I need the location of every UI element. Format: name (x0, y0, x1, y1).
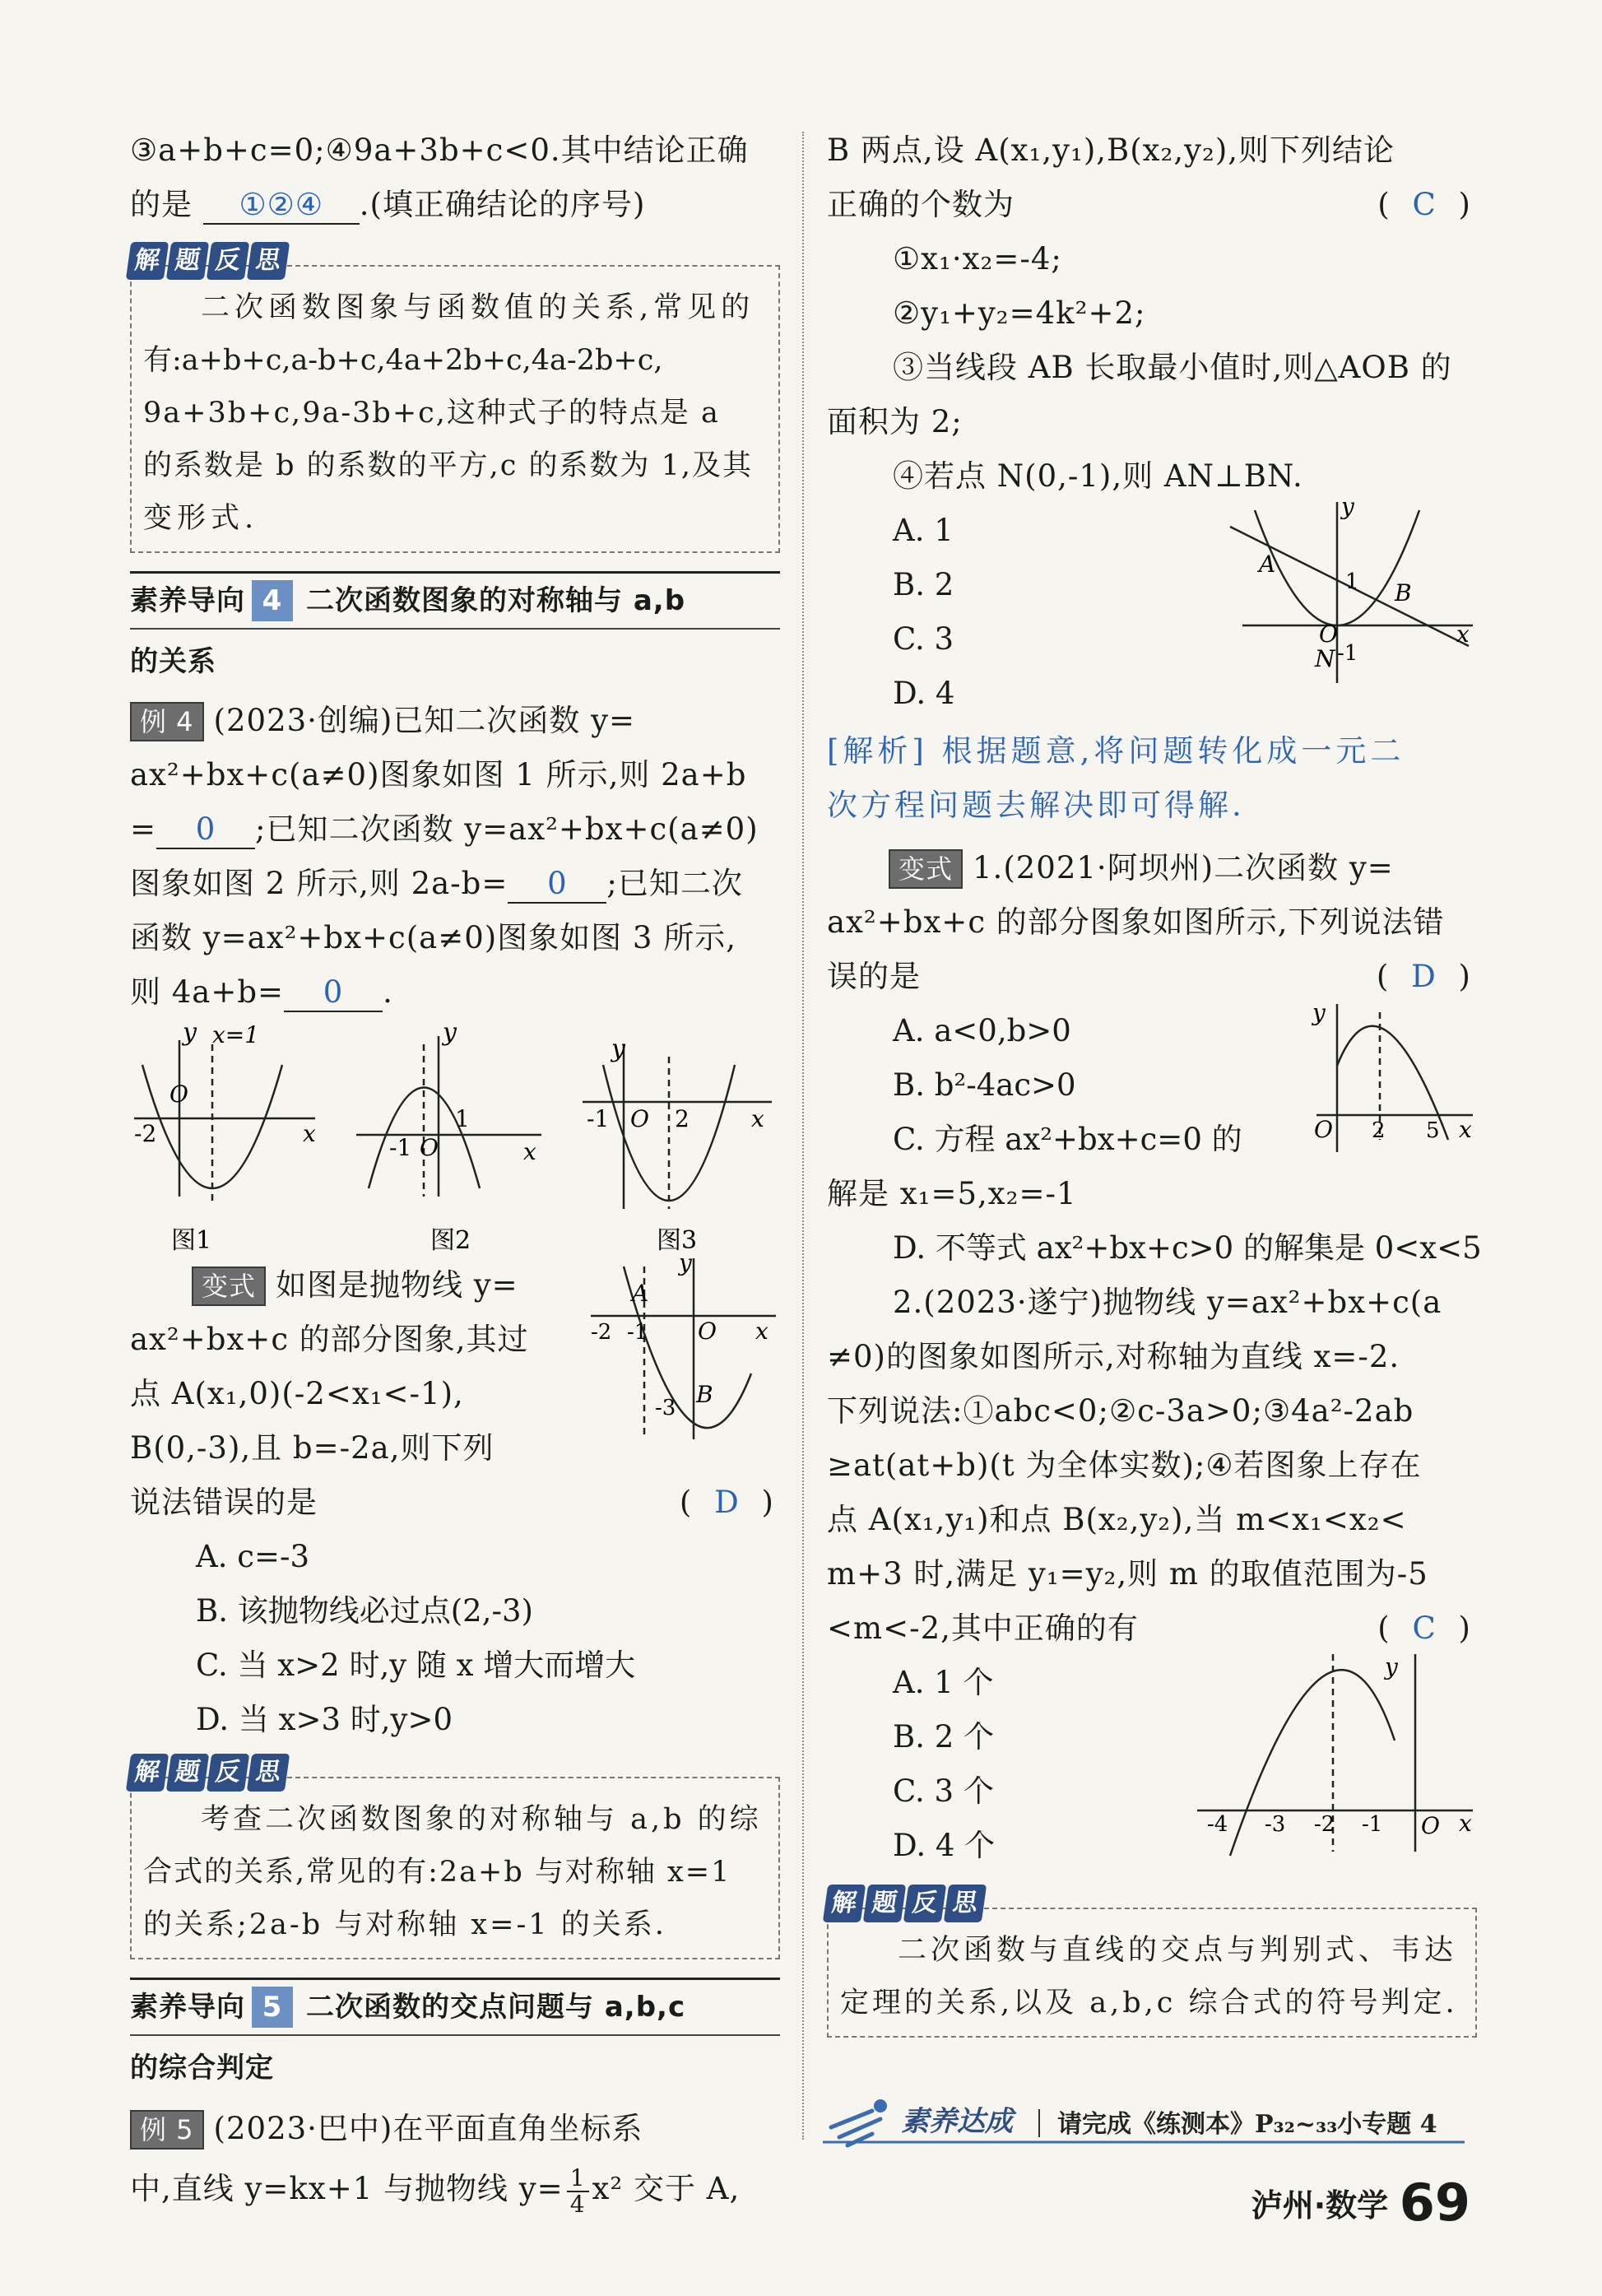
ex4-text: ;已知二次 (606, 866, 743, 901)
variation-figure (591, 1250, 780, 1448)
section-title: 二次函数图象的对称轴与 a,b (306, 584, 686, 617)
reflection-label (128, 1754, 287, 1792)
label-char: 题 (863, 1885, 906, 1922)
v2-line-1: 2.(2023·遂宁)抛物线 y=ax²+bx+c(a (893, 1285, 1442, 1320)
reflect2-line: 的关系;2a-b 与对称轴 x=-1 的关系. (143, 1908, 666, 1941)
reflect1-line: 二次函数图象与函数值的关系,常见的 (201, 291, 755, 324)
runner-icon (831, 2111, 880, 2145)
fig1-neg2: -2 (134, 1120, 157, 1147)
right-line-2 (827, 178, 1477, 232)
v1-y-label: y (1312, 999, 1326, 1026)
reflection-box-1 (130, 246, 780, 553)
runner-head-icon (874, 2099, 887, 2112)
v2-line-3: 下列说法:①abc<0;②c-3a>0;③4a²-2ab (827, 1393, 1414, 1429)
v2-origin: O (1421, 1812, 1440, 1839)
ex4-answer-3: 0 (284, 974, 383, 1012)
v2-neg1: -1 (1362, 1812, 1383, 1837)
ex5-text: (2023·巴中)在平面直角坐标系 (213, 2111, 643, 2146)
example-4-line-5: 函数 y=ax²+bx+c(a≠0)图象如图 3 所示, (130, 920, 736, 955)
v2-options (827, 1653, 1477, 1873)
ex5-neg1-label: -1 (1337, 641, 1358, 666)
v1-figure (1304, 996, 1477, 1160)
section-5-header (130, 1978, 780, 2036)
reflect3-line: 定理的关系,以及 a,b,c 综合式的符号判定. (840, 1987, 1458, 2019)
section-4-title (130, 574, 780, 628)
var-neg3: -3 (655, 1396, 676, 1420)
variation-option-a: A. c=-3 (196, 1539, 310, 1574)
var-neg1: -1 (627, 1320, 648, 1345)
section-4-header (130, 571, 780, 630)
v2-neg3: -3 (1265, 1812, 1286, 1837)
section-5-title (130, 1980, 780, 2034)
example-4-line-6 (130, 965, 780, 1020)
fig3-pos2: 2 (675, 1105, 690, 1132)
v1-x-label: x (1459, 1116, 1472, 1143)
reflect1-line: 9a+3b+c,9a-3b+c,这种式子的特点是 a (143, 397, 720, 430)
variation-answer: ( D ) (679, 1485, 780, 1520)
section-prefix: 素养导向 (130, 1991, 245, 2024)
reflect1-line: 有:a+b+c,a-b+c,4a+2b+c,4a-2b+c, (143, 344, 663, 377)
ex5-y-label: y (1341, 494, 1354, 520)
reflect2-line: 合式的关系,常见的有:2a+b 与对称轴 x=1 (143, 1856, 731, 1889)
footer-text: 请完成《练测本》P₃₂~₃₃小专题 4 (1057, 2110, 1437, 2139)
fig3-origin: O (630, 1105, 649, 1132)
label-char: 解 (126, 1754, 169, 1792)
label-char: 思 (247, 1754, 290, 1792)
fig2-x-label: x (523, 1138, 536, 1165)
ex5-text: x² 交于 A, (592, 2171, 741, 2206)
var-y-label: y (679, 1250, 692, 1276)
page-footer (1251, 2173, 1470, 2233)
label-char: 反 (207, 1754, 249, 1792)
fig3-y-label: y (611, 1034, 625, 1063)
var-B-label: B (696, 1381, 713, 1408)
v2-option-d: D. 4 个 (893, 1828, 996, 1863)
section-4-title-cont: 的关系 (130, 645, 216, 678)
v1-line-1 (827, 841, 1477, 895)
variation-block (130, 1250, 780, 1530)
v2-line-6: m+3 时,满足 y₁=y₂,则 m 的取值范围为-5 (827, 1556, 1428, 1592)
page-number: 69 (1399, 2173, 1470, 2233)
variation-option-b: B. 该抛物线必过点(2,-3) (196, 1593, 533, 1629)
v2-neg4: -4 (1207, 1812, 1228, 1837)
analysis-line-2: 次方程问题去解决即可得解. (827, 788, 1245, 823)
v1-option-b: B. b²-4ac>0 (893, 1067, 1076, 1103)
section-prefix: 素养导向 (130, 584, 245, 617)
fig3-neg1: -1 (587, 1105, 610, 1132)
reflection-box-3 (827, 1889, 1477, 2038)
example-4-line-4 (130, 857, 780, 911)
example-4-line-1 (130, 694, 780, 748)
ex5-A-label: A (1259, 551, 1276, 578)
v1-option-c: C. 方程 ax²+bx+c=0 的 (893, 1122, 1242, 1157)
v2-line-4: ≥at(at+b)(t 为全体实数);④若图象上存在 (827, 1448, 1422, 1483)
answer-letter: C (1412, 1610, 1442, 1646)
example-5-line-2 (130, 2156, 780, 2222)
r-text: 正确的个数为 (827, 187, 1015, 222)
fig1-origin: O (169, 1081, 188, 1108)
var-origin: O (698, 1318, 717, 1345)
statement-3: ③当线段 AB 长取最小值时,则△AOB 的 (893, 350, 1452, 385)
var-text: 说法错误的是 (130, 1485, 318, 1520)
v1-answer: ( D ) (1376, 959, 1477, 994)
label-char: 解 (823, 1885, 866, 1922)
ex5-B-label: B (1395, 579, 1412, 607)
ex5-x-label: x (1456, 620, 1470, 648)
v1-option-d: D. 不等式 ax²+bx+c>0 的解集是 0<x<5 (893, 1230, 1482, 1266)
ex4-text: . (383, 974, 393, 1010)
section-number: 5 (252, 1987, 293, 2028)
example-4-line-3 (130, 802, 780, 857)
ex4-text: ;已知二次函数 y=ax²+bx+c(a≠0) (255, 811, 759, 847)
figure-2 (356, 1036, 541, 1197)
example-4-figures (130, 1020, 780, 1258)
v2-y-label: y (1385, 1653, 1398, 1680)
var-A-label: A (632, 1280, 649, 1307)
variation-line-3: 点 A(x₁,0)(-2<x₁<-1), (130, 1376, 464, 1411)
v2-answer: ( C ) (1377, 1610, 1477, 1646)
fig2-y-label: y (443, 1020, 457, 1047)
var-text: 如图是抛物线 y= (276, 1267, 518, 1303)
example-4-line-2: ax²+bx+c(a≠0)图象如图 1 所示,则 2a+b (130, 757, 747, 792)
v2-neg2: -2 (1314, 1812, 1335, 1837)
fig1-y-label: y (183, 1020, 197, 1047)
label-char: 反 (903, 1885, 946, 1922)
section-5-title-cont: 的综合判定 (130, 2052, 274, 2085)
fig2-origin: O (420, 1134, 439, 1161)
right-line-1: B 两点,设 A(x₁,y₁),B(x₂,y₂),则下列结论 (827, 132, 1395, 168)
fig1-caption: 图1 (171, 1226, 212, 1255)
v1-option-a: A. a<0,b>0 (893, 1013, 1071, 1048)
intro-answer: ①②④ (203, 187, 360, 225)
v1-option-c-cont: 解是 x₁=5,x₂=-1 (827, 1176, 1077, 1211)
intro-text-a: 的是 (130, 187, 193, 222)
v1-text: 1.(2021·阿坝州)二次函数 y= (973, 850, 1394, 885)
page-label: 泸州·数学 (1251, 2187, 1389, 2224)
variation-tag: 变式 (192, 1267, 266, 1306)
v1-five-label: 5 (1426, 1118, 1440, 1143)
ex5-text: 中,直线 y=kx+1 与抛物线 y= (130, 2171, 564, 2206)
v1-two-label: 2 (1372, 1118, 1386, 1143)
statement-2: ②y₁+y₂=4k²+2; (893, 295, 1146, 331)
section-number: 4 (252, 580, 293, 621)
v1-line-2: ax²+bx+c 的部分图象如图所示,下列说法错 (827, 904, 1445, 940)
example-5-figure (1214, 494, 1477, 691)
v1-options (827, 999, 1477, 1167)
var-neg2: -2 (591, 1320, 612, 1345)
fig3-x-label: x (751, 1105, 764, 1132)
variation-line-2: ax²+bx+c 的部分图象,其过 (130, 1322, 529, 1357)
reflection-label (825, 1885, 984, 1922)
fig2-neg1: -1 (389, 1134, 412, 1161)
ex5-option-b: B. 2 (893, 567, 954, 602)
variation-option-c: C. 当 x>2 时,y 随 x 增大而增大 (196, 1648, 636, 1683)
label-char: 题 (166, 242, 209, 280)
v2-option-c: C. 3 个 (893, 1773, 994, 1809)
example-5-tag: 例 5 (130, 2110, 204, 2150)
label-char: 解 (126, 242, 169, 280)
intro-line-2 (130, 178, 780, 232)
fraction-denominator: 4 (569, 2190, 586, 2218)
label-char: 思 (247, 242, 290, 280)
var-x-label: x (755, 1318, 768, 1345)
ex5-option-a: A. 1 (893, 513, 954, 548)
answer-letter: D (1411, 959, 1442, 994)
fraction-numerator: 1 (567, 2166, 589, 2192)
example-5-answer: ( C ) (1377, 187, 1477, 222)
ex5-one-label: 1 (1345, 569, 1359, 594)
v2-line-5: 点 A(x₁,y₁)和点 B(x₂,y₂),当 m<x₁<x₂< (827, 1502, 1407, 1537)
ex5-N-label: N (1315, 645, 1335, 672)
footer-banner (823, 2094, 1473, 2152)
ex5-option-d: D. 4 (893, 676, 955, 711)
reflection-label (128, 242, 287, 280)
fig1-x-label: x (303, 1120, 316, 1147)
v1-text: 误的是 (827, 959, 921, 994)
statement-3-cont: 面积为 2; (827, 404, 963, 439)
fig1-axis-label: x=1 (212, 1021, 260, 1048)
ex5-option-c: C. 3 (893, 621, 954, 657)
intro-line-1: ③a+b+c=0;④9a+3b+c<0.其中结论正确 (130, 132, 749, 168)
ex4-text: 图象如图 2 所示,则 2a-b= (130, 866, 508, 901)
v2-option-b: B. 2 个 (893, 1719, 995, 1755)
ex4-answer-1: 0 (156, 811, 255, 849)
figure-1 (134, 1040, 315, 1205)
fraction-one-quarter (567, 2166, 589, 2217)
fig2-caption: 图2 (430, 1226, 471, 1255)
answer-letter: C (1412, 187, 1442, 222)
intro-text-b: .(填正确结论的序号) (359, 187, 646, 222)
answer-letter: D (714, 1485, 745, 1520)
v1-tag: 变式 (889, 849, 963, 889)
variation-line-5 (130, 1476, 780, 1530)
example-5-line-1 (130, 2102, 780, 2156)
reflect3-line: 二次函数与直线的交点与判别式、韦达 (898, 1934, 1458, 1967)
ex5-origin: O (1319, 620, 1338, 648)
reflect1-line: 变形式. (143, 502, 259, 535)
footer-brand: 素养达成 (901, 2105, 1013, 2138)
variation-option-d: D. 当 x>3 时,y>0 (196, 1702, 453, 1737)
v2-text: <m<-2,其中正确的有 (827, 1610, 1139, 1646)
reflect1-line: 的系数是 b 的系数的平方,c 的系数为 1,及其 (143, 449, 754, 482)
analysis-line-1: [解析] 根据题意,将问题转化成一元二 (827, 733, 1405, 769)
reflect2-line: 考查二次函数图象的对称轴与 a,b 的综 (201, 1803, 762, 1836)
reflection-box-2 (130, 1758, 780, 1959)
fig3-caption: 图3 (657, 1226, 698, 1255)
ex4-text: = (130, 811, 157, 847)
example-5-options (827, 494, 1477, 721)
ex4-text: 则 4a+b= (130, 974, 285, 1010)
example-4-tag: 例 4 (130, 702, 204, 741)
label-char: 思 (944, 1885, 987, 1922)
statement-4: ④若点 N(0,-1),则 AN⊥BN. (893, 458, 1303, 494)
label-char: 题 (166, 1754, 209, 1792)
ex4-answer-2: 0 (508, 866, 606, 904)
fig2-pos1: 1 (455, 1105, 470, 1132)
v2-figure (1197, 1646, 1477, 1860)
section-title: 二次函数的交点问题与 a,b,c (306, 1991, 686, 2024)
label-char: 反 (207, 242, 249, 280)
v2-x-label: x (1459, 1810, 1472, 1837)
ex4-text: (2023·创编)已知二次函数 y= (213, 703, 636, 738)
v2-option-a: A. 1 个 (893, 1665, 994, 1700)
v1-origin: O (1314, 1116, 1333, 1143)
variation-line-4: B(0,-3),且 b=-2a,则下列 (130, 1430, 495, 1466)
right-column (827, 123, 1482, 2054)
v2-line-2: ≠0)的图象如图所示,对称轴为直线 x=-2. (827, 1339, 1400, 1374)
column-divider (802, 132, 804, 2140)
figures-1-3-svg (130, 1020, 780, 1258)
left-column (130, 123, 780, 2222)
statement-1: ①x₁·x₂=-4; (893, 241, 1062, 277)
